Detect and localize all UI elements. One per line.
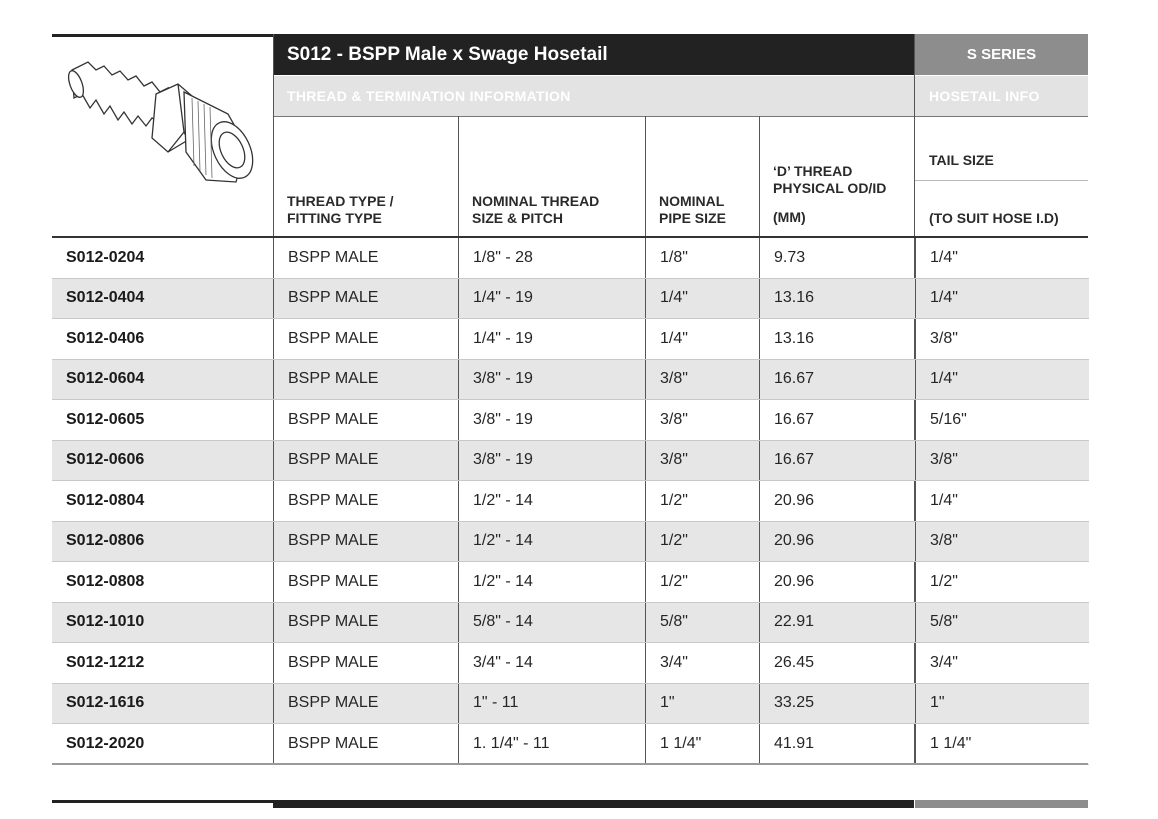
tail-size-cell: 5/16" (915, 400, 1089, 440)
col-header-d-thread (759, 163, 886, 226)
thread-type-cell: BSPP MALE (273, 684, 458, 724)
tail-size-divider (915, 180, 1088, 181)
d-thread-cell: 26.45 (759, 643, 915, 683)
table-row (52, 279, 1089, 320)
tail-size-cell: 3/4" (915, 643, 1089, 683)
table-row (52, 360, 1089, 401)
col-header-tail-size-note (915, 210, 1059, 227)
tail-size-cell: 1/4" (915, 279, 1089, 319)
col-header-line: PHYSICAL OD/ID (773, 180, 887, 196)
nominal-pipe-cell: 1" (645, 684, 759, 724)
d-thread-cell: 20.96 (759, 562, 915, 602)
thread-type-cell: BSPP MALE (273, 279, 458, 319)
table-row (52, 441, 1089, 482)
nominal-thread-cell: 1/2" - 14 (458, 481, 645, 521)
nominal-thread-cell: 3/4" - 14 (458, 643, 645, 683)
d-thread-cell: 33.25 (759, 684, 915, 724)
col-header-line: SIZE & PITCH (472, 210, 564, 226)
table-row (52, 481, 1089, 522)
tail-size-cell: 1/4" (915, 481, 1089, 521)
table-bottom-rule (52, 763, 1088, 765)
nominal-thread-cell: 1/4" - 19 (458, 319, 645, 359)
col-header-line: (TO SUIT HOSE I.D) (929, 210, 1059, 226)
nominal-thread-cell: 5/8" - 14 (458, 603, 645, 643)
thread-type-cell: BSPP MALE (273, 562, 458, 602)
nominal-pipe-cell: 1/4" (645, 319, 759, 359)
col-header-line: NOMINAL THREAD (472, 193, 600, 209)
part-number-cell: S012-1010 (66, 613, 145, 631)
nominal-thread-cell: 1/2" - 14 (458, 522, 645, 562)
product-title: S012 - BSPP Male x Swage Hosetail (273, 34, 914, 75)
tail-size-cell: 3/8" (915, 441, 1089, 481)
tail-size-cell: 5/8" (915, 603, 1089, 643)
nominal-pipe-cell: 1 1/4" (645, 724, 759, 764)
thread-type-cell: BSPP MALE (273, 724, 458, 764)
d-thread-cell: 9.73 (759, 238, 915, 278)
table-row (52, 643, 1089, 684)
table-row (52, 400, 1089, 441)
part-number-cell: S012-0804 (66, 491, 145, 509)
thread-type-cell: BSPP MALE (273, 360, 458, 400)
d-thread-cell: 16.67 (759, 360, 915, 400)
part-number-cell: S012-2020 (66, 734, 145, 752)
table-row (52, 562, 1089, 603)
thread-type-cell: BSPP MALE (273, 441, 458, 481)
nominal-thread-cell: 1" - 11 (458, 684, 645, 724)
d-thread-cell: 16.67 (759, 400, 915, 440)
nominal-thread-cell: 1/8" - 28 (458, 238, 645, 278)
nominal-pipe-cell: 3/8" (645, 400, 759, 440)
col-header-line: (MM) (773, 209, 806, 225)
col-header-nominal-pipe (645, 193, 726, 227)
tail-size-cell: 1" (915, 684, 1089, 724)
nominal-pipe-cell: 1/2" (645, 522, 759, 562)
part-number-cell: S012-0604 (66, 370, 145, 388)
part-number-cell: S012-0808 (66, 572, 145, 590)
table-row (52, 319, 1089, 360)
thread-type-cell: BSPP MALE (273, 481, 458, 521)
nominal-thread-cell: 3/8" - 19 (458, 400, 645, 440)
d-thread-cell: 41.91 (759, 724, 915, 764)
next-section-title-bar (273, 800, 914, 808)
d-thread-cell: 20.96 (759, 481, 915, 521)
nominal-thread-cell: 3/8" - 19 (458, 360, 645, 400)
part-number-cell: S012-0406 (66, 329, 145, 347)
d-thread-cell: 22.91 (759, 603, 915, 643)
d-thread-cell: 13.16 (759, 319, 915, 359)
next-section-rule (52, 800, 273, 803)
thread-type-cell: BSPP MALE (273, 238, 458, 278)
thread-type-cell: BSPP MALE (273, 319, 458, 359)
nominal-pipe-cell: 1/8" (645, 238, 759, 278)
thread-type-cell: BSPP MALE (273, 400, 458, 440)
nominal-pipe-cell: 5/8" (645, 603, 759, 643)
top-rule (52, 34, 273, 37)
column-header-top-rule (273, 116, 1088, 117)
table-row (52, 724, 1089, 765)
col-header-tail-size (915, 152, 994, 169)
fittings-table (52, 238, 1089, 765)
tail-size-cell: 1/2" (915, 562, 1089, 602)
tail-size-cell: 3/8" (915, 522, 1089, 562)
part-number-cell: S012-0204 (66, 248, 145, 266)
part-number-cell: S012-1616 (66, 694, 145, 712)
bspp-male-swage-hosetail-icon (60, 48, 260, 198)
part-number-cell: S012-1212 (66, 653, 145, 671)
col-header-line: FITTING TYPE (287, 210, 382, 226)
thread-type-cell: BSPP MALE (273, 643, 458, 683)
part-number-cell: S012-0605 (66, 410, 145, 428)
d-thread-cell: 13.16 (759, 279, 915, 319)
tail-size-cell: 3/8" (915, 319, 1089, 359)
nominal-thread-cell: 3/8" - 19 (458, 441, 645, 481)
nominal-pipe-cell: 1/2" (645, 481, 759, 521)
d-thread-cell: 20.96 (759, 522, 915, 562)
tail-size-cell: 1/4" (915, 360, 1089, 400)
col-header-line: PIPE SIZE (659, 210, 726, 226)
d-thread-cell: 16.67 (759, 441, 915, 481)
col-header-line: THREAD TYPE / (287, 193, 394, 209)
col-header-nominal-thread (458, 193, 599, 227)
col-header-line: ‘D’ THREAD (773, 163, 853, 179)
table-row (52, 603, 1089, 644)
col-header-line: NOMINAL (659, 193, 725, 209)
nominal-pipe-cell: 1/4" (645, 279, 759, 319)
next-section-series-bar (915, 800, 1088, 808)
tail-size-cell: 1/4" (915, 238, 1089, 278)
nominal-thread-cell: 1/4" - 19 (458, 279, 645, 319)
series-badge: S SERIES (915, 34, 1088, 75)
nominal-pipe-cell: 3/8" (645, 441, 759, 481)
fitting-illustration (60, 48, 260, 198)
col-header-thread-type (273, 193, 394, 227)
nominal-pipe-cell: 3/4" (645, 643, 759, 683)
table-row (52, 684, 1089, 725)
part-number-cell: S012-0806 (66, 532, 145, 550)
nominal-pipe-cell: 1/2" (645, 562, 759, 602)
hosetail-section-header: HOSETAIL INFO (915, 76, 1088, 116)
thread-type-cell: BSPP MALE (273, 522, 458, 562)
thread-type-cell: BSPP MALE (273, 603, 458, 643)
table-row (52, 522, 1089, 563)
part-number-cell: S012-0404 (66, 289, 145, 307)
col-header-line: TAIL SIZE (929, 152, 994, 168)
nominal-thread-cell: 1/2" - 14 (458, 562, 645, 602)
part-number-cell: S012-0606 (66, 451, 145, 469)
nominal-pipe-cell: 3/8" (645, 360, 759, 400)
tail-size-cell: 1 1/4" (915, 724, 1089, 764)
thread-section-header: THREAD & TERMINATION INFORMATION (273, 76, 914, 116)
nominal-thread-cell: 1. 1/4" - 11 (458, 724, 645, 764)
table-row (52, 238, 1089, 279)
